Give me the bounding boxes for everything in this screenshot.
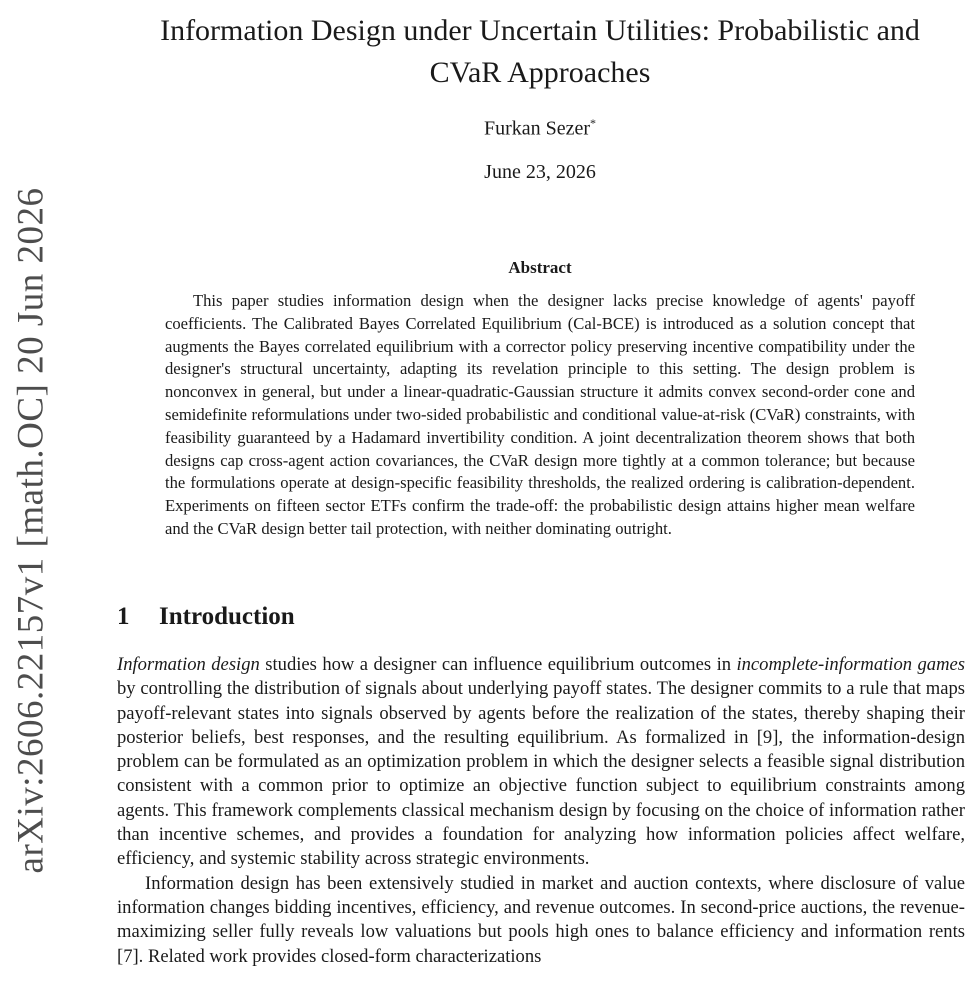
paper-title: Information Design under Uncertain Utilities: Probabilistic and CVaR Approaches <box>160 14 920 89</box>
section-number: 1 <box>117 603 130 630</box>
intro-paragraph-2: Information design has been extensively studied in market and auction contexts, where disclosure of value information changes bidding incentives, efficiency, and revenue outcomes. In second-price auctions, the revenue-maximizing seller fully reveals low valuations but pools high ones to balance efficiency and information rents [7]. Related work provides closed-form characterizations <box>117 872 965 967</box>
intro-p1-text-2: by controlling the distribution of signals about underlying payoff states. The designer commits to a rule that maps payoff-relevant states into signals observed by agents before the realization of the states, thereby shaping their posterior beliefs, best responses, and the resulting equilibrium. As formalized in [9], the information-design problem can be formulated as an optimization problem in which the designer selects a feasible signal distribution consistent with a common prior to optimize an objective function subject to equilibrium constraints among agents. This framework complements classical mechanism design by focusing on the choice of information rather than incentive schemes, and provides a foundation for analyzing how information policies affect welfare, efficiency, and systemic stability across strategic environments. <box>117 678 965 870</box>
intro-paragraph-1 <box>117 653 965 872</box>
intro-p1-text-1: studies how a designer can influence equilibrium outcomes in <box>259 654 737 675</box>
paper-date: June 23, 2026 <box>484 161 596 183</box>
arxiv-identifier-stamp <box>8 187 53 873</box>
author-name: Furkan Sezer <box>483 117 591 140</box>
abstract-heading: Abstract <box>508 258 572 277</box>
author-line <box>130 116 950 141</box>
term-incomplete-information-games: incomplete-information games <box>736 654 965 675</box>
introduction-body <box>117 653 965 969</box>
section-title: Introduction <box>159 603 295 630</box>
term-information-design: Information design <box>117 654 260 675</box>
author-footnote-mark: * <box>590 116 597 130</box>
abstract-text: This paper studies information design when the designer lacks precise knowledge of agents' payoff coefficients. The Calibrated Bayes Correlated Equilibrium (Cal-BCE) is introduced as a solution concept that augments the Bayes correlated equilibrium with a corrector policy preserving incentive compatibility under the designer's structural uncertainty, adapting its revelation principle to this setting. The design problem is nonconvex in general, but under a linear-quadratic-Gaussian structure it admits convex second-order cone and semidefinite reformulations under two-sided probabilistic and conditional value-at-risk (CVaR) constraints, with feasibility guaranteed by a Hadamard invertibility condition. A joint decentralization theorem shows that both designs cap cross-agent action covariances, the CVaR design more tightly at a common tolerance; but because the formulations operate at design-specific feasibility thresholds, the realized ordering is calibration-dependent. Experiments on fifteen sector ETFs confirm the trade-off: the probabilistic design attains higher mean welfare and the CVaR design better tail protection, with neither dominating outright. <box>165 291 915 538</box>
arxiv-identifier-text: arXiv:2606.22157v1 [math.OC] 20 Jun 2026 <box>10 187 52 873</box>
section-heading <box>117 603 295 631</box>
